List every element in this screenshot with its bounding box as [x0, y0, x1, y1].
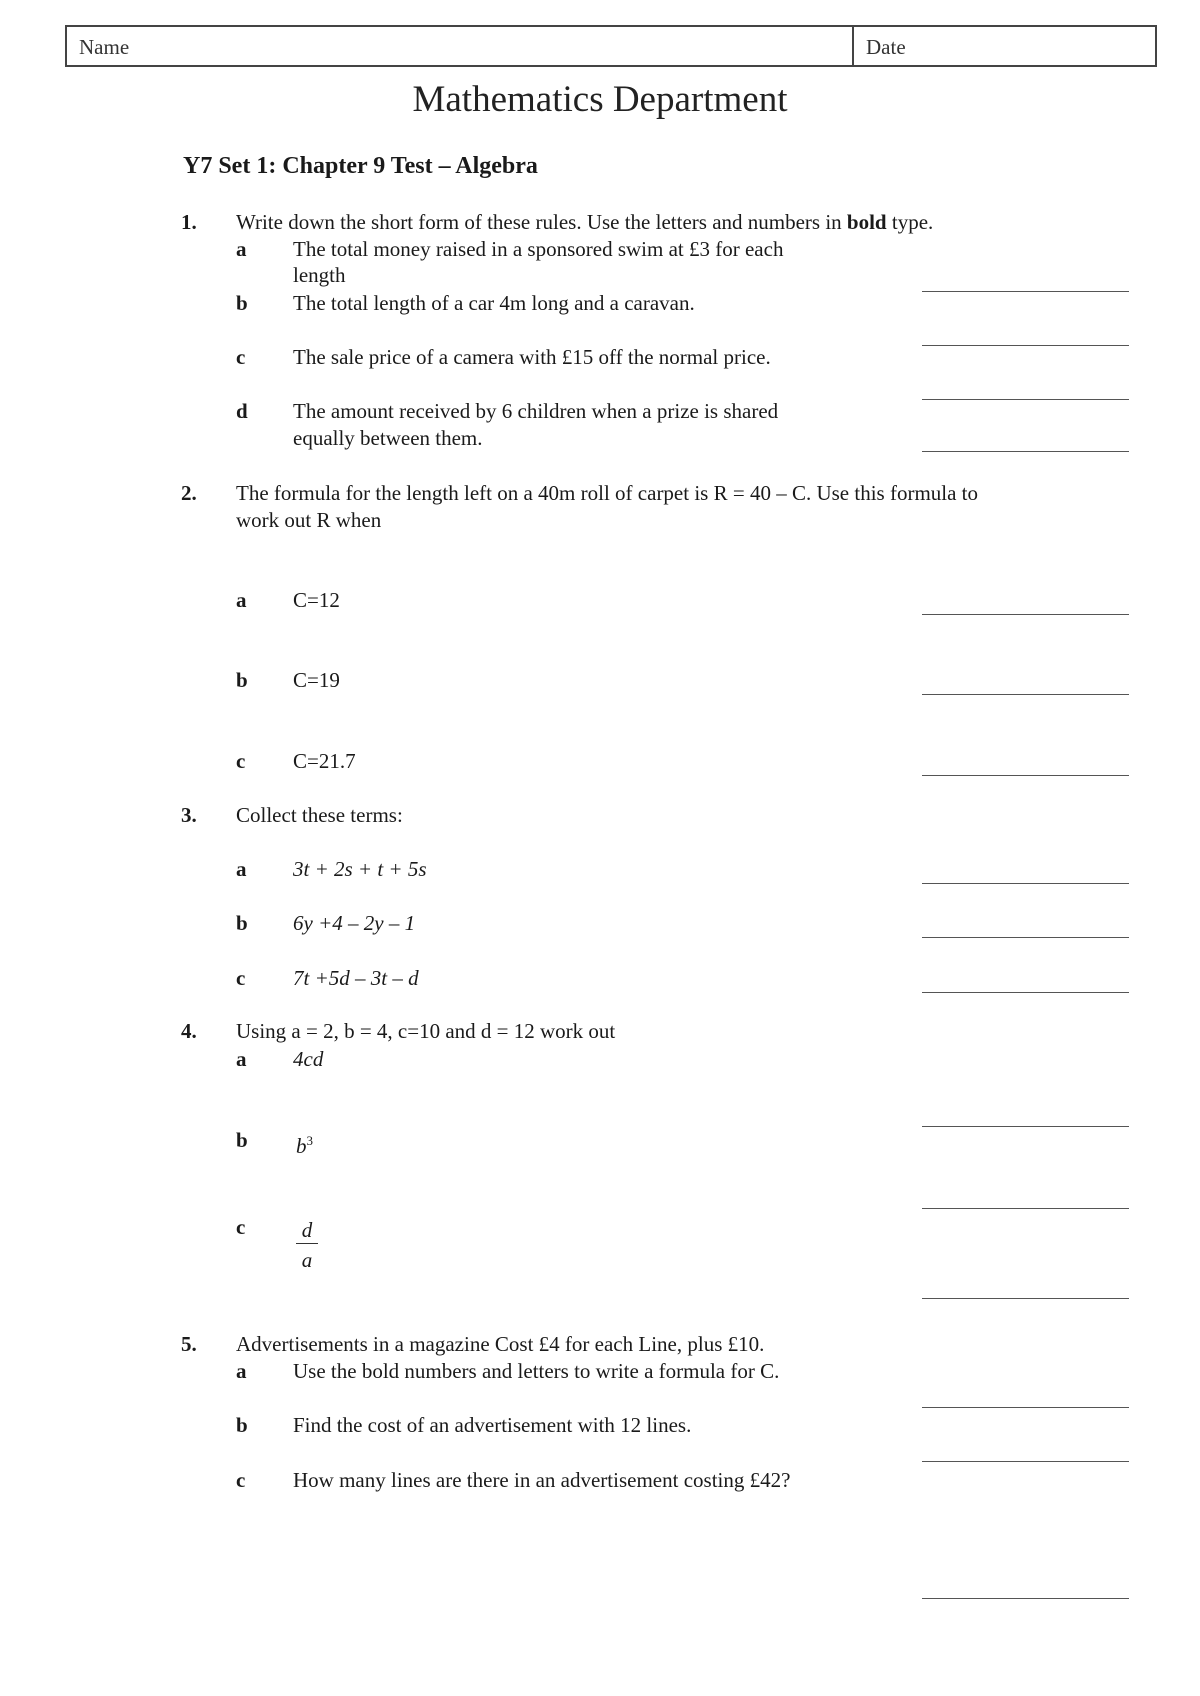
q3c-expression: 7t +5d – 3t – d	[293, 966, 419, 990]
q4b-answer-line[interactable]	[922, 1208, 1129, 1209]
q2b-letter: b	[236, 668, 248, 692]
q3b-letter: b	[236, 911, 248, 935]
q5b-answer-line[interactable]	[922, 1461, 1129, 1462]
q1a-letter: a	[236, 237, 247, 261]
q4c-answer-line[interactable]	[922, 1298, 1129, 1299]
q1a-line2: length	[293, 263, 346, 287]
q2b-answer-line[interactable]	[922, 694, 1129, 695]
q1-prompt-pre: Write down the short form of these rules. Use the letters and numbers in	[236, 210, 847, 234]
q2-line2: work out R when	[236, 508, 382, 532]
q3a-letter: a	[236, 857, 247, 881]
q5-number: 5.	[181, 1332, 197, 1356]
q1d-line2: equally between them.	[293, 426, 483, 450]
q4-number: 4.	[181, 1019, 197, 1043]
q5c-text: How many lines are there in an advertisement costing £42?	[293, 1468, 791, 1492]
q2-number: 2.	[181, 481, 197, 505]
q4c-denominator: a	[301, 1248, 313, 1272]
name-date-header	[65, 25, 1157, 67]
q3a-expression: 3t + 2s + t + 5s	[293, 857, 427, 881]
q2a-letter: a	[236, 588, 247, 612]
name-label: Name	[79, 35, 130, 59]
fraction-bar	[296, 1243, 318, 1244]
q4b-base: b	[296, 1134, 307, 1158]
date-field[interactable]	[854, 27, 1155, 65]
q1b-text: The total length of a car 4m long and a caravan.	[293, 291, 695, 315]
q1a-line1: The total money raised in a sponsored swim at £3 for each	[293, 237, 784, 261]
q1b-answer-line[interactable]	[922, 345, 1129, 346]
q1c-text: The sale price of a camera with £15 off the normal price.	[293, 345, 771, 369]
q4a-expression: 4cd	[293, 1047, 324, 1071]
q2b-text: C=19	[293, 668, 340, 692]
q2c-answer-line[interactable]	[922, 775, 1129, 776]
date-label: Date	[866, 35, 906, 59]
q1-prompt	[236, 209, 933, 236]
q3a-answer-line[interactable]	[922, 883, 1129, 884]
q4b-expression	[296, 1127, 313, 1160]
q3c-answer-line[interactable]	[922, 992, 1129, 993]
q5a-answer-line[interactable]	[922, 1407, 1129, 1408]
q4b-letter: b	[236, 1128, 248, 1152]
q4-prompt: Using a = 2, b = 4, c=10 and d = 12 work out	[236, 1019, 616, 1043]
q1-prompt-post: type.	[886, 210, 934, 234]
test-subtitle: Y7 Set 1: Chapter 9 Test – Algebra	[183, 153, 538, 179]
q2c-letter: c	[236, 749, 246, 773]
q1-prompt-bold: bold	[846, 210, 887, 234]
q1c-letter: c	[236, 345, 246, 369]
page-title: Mathematics Department	[412, 79, 788, 120]
q3b-answer-line[interactable]	[922, 937, 1129, 938]
q1d-line1: The amount received by 6 children when a prize is shared	[293, 399, 779, 423]
q1-number: 1.	[181, 210, 197, 234]
q4c-numerator: d	[301, 1218, 313, 1242]
q1b-letter: b	[236, 291, 248, 315]
q2a-text: C=12	[293, 588, 340, 612]
q5a-letter: a	[236, 1359, 247, 1383]
q4a-letter: a	[236, 1047, 247, 1071]
q5a-text: Use the bold numbers and letters to write a formula for C.	[293, 1359, 780, 1383]
q3c-letter: c	[236, 966, 246, 990]
q3-number: 3.	[181, 803, 197, 827]
q2a-answer-line[interactable]	[922, 614, 1129, 615]
q5b-letter: b	[236, 1413, 248, 1437]
q5b-text: Find the cost of an advertisement with 12 lines.	[293, 1413, 692, 1437]
q1a-answer-line[interactable]	[922, 291, 1129, 292]
q3-prompt: Collect these terms:	[236, 803, 403, 827]
q4c-letter: c	[236, 1215, 246, 1239]
q1c-answer-line[interactable]	[922, 399, 1129, 400]
q2c-text: C=21.7	[293, 749, 356, 773]
q1d-answer-line[interactable]	[922, 451, 1129, 452]
q3b-expression: 6y +4 – 2y – 1	[293, 911, 416, 935]
q4c-fraction	[296, 1218, 318, 1272]
name-field[interactable]	[67, 27, 854, 65]
q4a-answer-line[interactable]	[922, 1126, 1129, 1127]
q5c-answer-line[interactable]	[922, 1598, 1129, 1599]
q5-prompt: Advertisements in a magazine Cost £4 for each Line, plus £10.	[236, 1332, 765, 1356]
q4b-exponent: 3	[306, 1133, 313, 1148]
q5c-letter: c	[236, 1468, 246, 1492]
q1d-letter: d	[236, 399, 248, 423]
q2-line1: The formula for the length left on a 40m roll of carpet is R = 40 – C. Use this formula to	[236, 481, 979, 505]
